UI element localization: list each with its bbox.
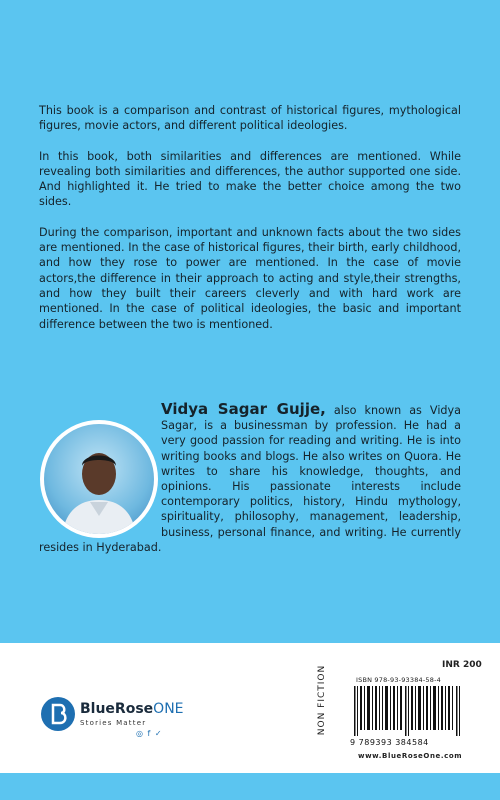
isbn-barcode (354, 686, 462, 736)
bottom-strip (0, 773, 500, 800)
genre-label: NON FICTION (317, 664, 327, 736)
price-label: INR 200 (442, 660, 482, 670)
publisher-tagline: Stories Matter (80, 719, 147, 727)
book-description (39, 103, 461, 347)
publisher-url: www.BlueRoseOne.com (358, 752, 463, 760)
social-icons: ◎ f ✓ (136, 729, 163, 738)
isbn-digits: 9 789393 384584 (350, 738, 429, 747)
description-paragraph-1: This book is a comparison and contrast of historical figures, mythological figures, movie actors, and different political ideologies. (39, 104, 461, 133)
publisher-name (80, 701, 184, 717)
publisher-name-main: BlueRose (80, 701, 154, 717)
author-bio-text: also known as Vidya Sagar, is a businessman by profession. He had a very good passion for reading and writing. He is into writing books and blogs. He also writes on Quora. He writes to share his knowledge, thoughts, and opinions. His passionate interests include contemporary politics, history, Hindu mythology, spirituality, philosophy, management, leadership, business, personal finance, and writing. He currently resides in Hyderabad. (39, 404, 462, 554)
description-paragraph-2: In this book, both similarities and differences are mentioned. While revealing both similarities and differences, the author supported one side. And highlighted it. He tried to make the better choice among the two sides. (39, 149, 461, 209)
publisher-name-accent: ONE (153, 701, 184, 717)
isbn-label: ISBN 978-93-93384-58-4 (356, 676, 441, 684)
publisher-logo-icon (41, 697, 75, 731)
author-name: Vidya Sagar Gujje, (161, 400, 326, 418)
description-paragraph-3: During the comparison, important and unknown facts about the two sides are mentioned. In the case of historical figures, their birth, early childhood, and how they rose to power are mentioned. In the case of movie actors,the difference in their approach to acting and style,their strengths, and how they built their careers cleverly and with hard work are mentioned. In the case of political ideologies, the basic and important difference between the two is mentioned. (39, 225, 461, 331)
author-bio (39, 402, 461, 555)
